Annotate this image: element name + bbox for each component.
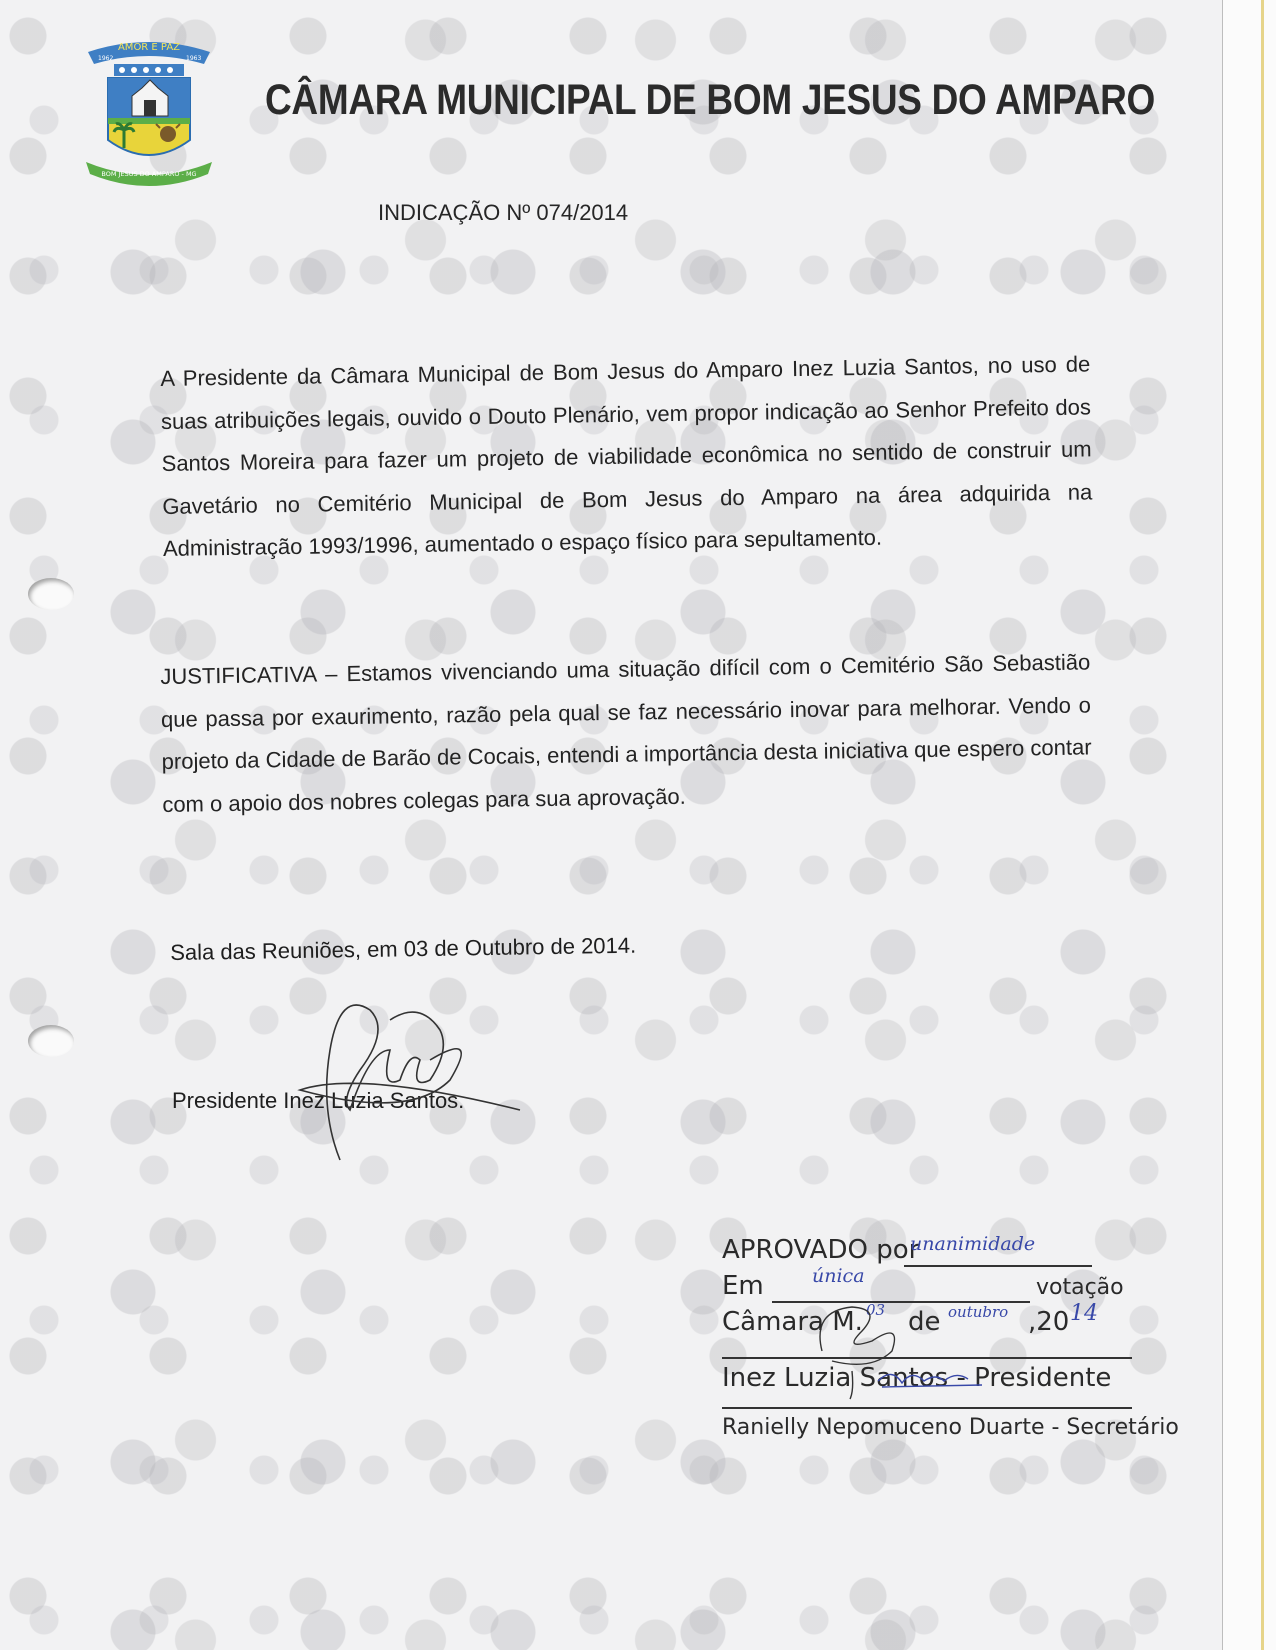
municipal-coat-of-arms-icon	[84, 30, 214, 190]
stamp-year-suffix: 14	[1070, 1301, 1098, 1326]
body-paragraph-justification: JUSTIFICATIVA – Estamos vivenciando uma situação difícil com o Cemitério São Sebastião que passa por exaurimento, razão pela qual se faz necessário inovar para melhorar. Vendo o projeto da Cidade de Barão de Cocais, entendi a importância desta iniciativa que espero contar com o apoio dos nobres colegas para sua aprovação.	[160, 649, 1092, 817]
stamp-date-row	[722, 1301, 1152, 1343]
stamp-em-value: única	[812, 1265, 865, 1287]
punch-hole-bottom	[28, 1025, 74, 1057]
logo-year-left: 1962	[98, 55, 114, 62]
logo-motto: AMOR E PAZ	[117, 42, 181, 53]
punch-hole-top	[28, 578, 74, 610]
stamp-em-suffix: votação	[1036, 1275, 1124, 1300]
stamp-secretary-row	[722, 1411, 1179, 1447]
stamp-approved-value: unanimidade	[910, 1233, 1036, 1255]
stamp-em-prefix: Em	[722, 1271, 764, 1301]
stamp-secretary: Ranielly Nepomuceno Duarte - Secretário	[722, 1415, 1179, 1440]
president-signature-icon	[280, 990, 540, 1170]
page-edge	[1222, 0, 1276, 1650]
logo-year-right: 1963	[186, 55, 202, 62]
signature-label: Presidente Inez Luzia Santos.	[172, 1088, 465, 1113]
stamp-year-prefix: ,20	[1028, 1307, 1070, 1337]
logo-ribbon: BOM JESUS DO AMPARO - MG	[101, 170, 197, 178]
stamp-camara-prefix: Câmara M.	[722, 1307, 863, 1337]
document-number: INDICAÇÃO Nº 074/2014	[378, 200, 629, 225]
stamp-de: de	[908, 1307, 941, 1337]
date-line: Sala das Reuniões, em 03 de Outubro de 2014.	[170, 932, 637, 965]
page-fold	[1261, 0, 1264, 1650]
stamp-month: outubro	[948, 1303, 1009, 1321]
approval-stamp	[722, 1233, 1179, 1447]
stamp-approved-prefix: APROVADO por	[722, 1235, 920, 1265]
stamp-day: 03	[866, 1301, 886, 1319]
body-paragraph-proposal: A Presidente da Câmara Municipal de Bom Jesus do Amparo Inez Luzia Santos, no uso de suas atribuições legais, ouvido o Douto Plenário, vem propor indicação ao Senhor Prefeito dos Santos Moreira para fazer um projeto de viabilidade econômica no sentido de construir um Gavetário no Cemitério Municipal de Bom Jesus do Amparo na área adquirida na Administração 1993/1996, aumentado o espaço físico para sepultamento.	[160, 351, 1093, 561]
page-title: CÂMARA MUNICIPAL DE BOM JESUS DO AMPARO	[265, 76, 1156, 124]
stamp-president: Inez Luzia Santos - Presidente	[722, 1363, 1112, 1393]
stamp-approved-row	[722, 1235, 1152, 1271]
stamp-secretary-signature-icon	[872, 1359, 992, 1399]
